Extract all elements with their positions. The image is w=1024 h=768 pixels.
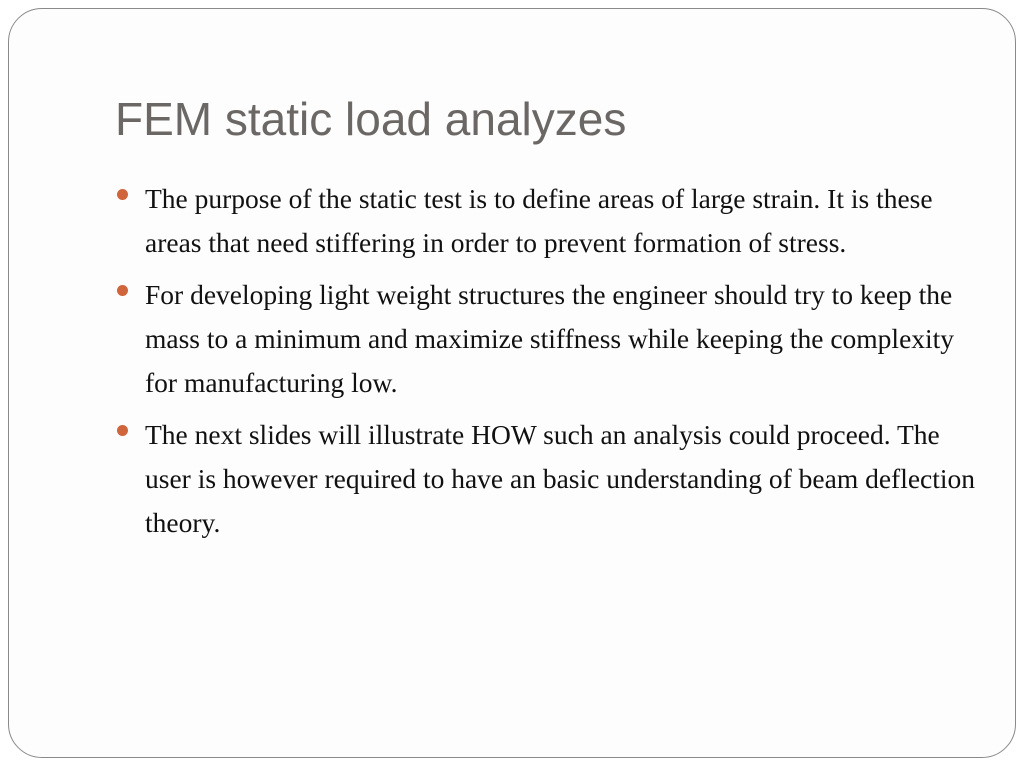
list-item — [117, 273, 987, 405]
list-item — [117, 413, 987, 545]
bullet-text: The next slides will illustrate HOW such an analysis could proceed. The user is however required to have an basic understanding of beam deflection theory. — [145, 419, 976, 538]
bullet-dot-icon — [117, 189, 128, 200]
bullet-dot-icon — [117, 425, 128, 436]
slide — [8, 8, 1016, 758]
list-item — [117, 177, 987, 265]
bullet-list — [117, 177, 987, 553]
slide-title: FEM static load analyzes — [115, 93, 627, 145]
bullet-text: The purpose of the static test is to define areas of large strain. It is these areas that need stiffering in order to prevent formation of stress. — [145, 183, 933, 258]
bullet-text: For developing light weight structures the engineer should try to keep the mass to a minimum and maximize stiffness while keeping the complexity for manufacturing low. — [145, 279, 955, 398]
bullet-dot-icon — [117, 285, 128, 296]
